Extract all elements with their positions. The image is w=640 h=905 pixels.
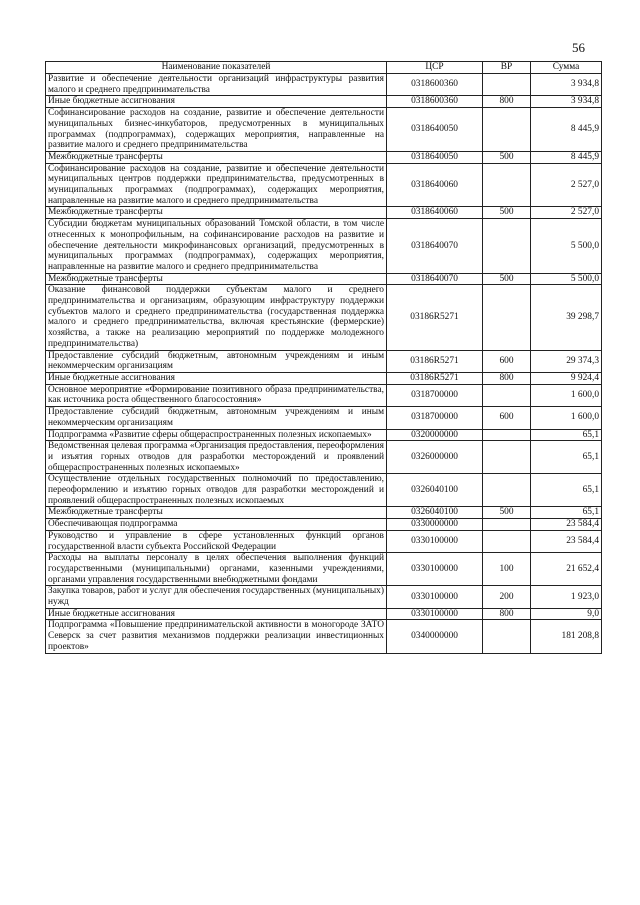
table-row [46,519,602,531]
row-csr: 0318700000 [387,384,483,406]
row-csr: 0318600360 [387,74,483,96]
row-csr: 0318640060 [387,163,483,207]
row-vr: 500 [483,151,531,163]
table-row [46,74,602,96]
row-sum: 5 500,0 [531,273,602,285]
row-csr: 0318640050 [387,108,483,152]
row-name: Осуществление отдельных государственных полномочий по предоставлению, переоформлению и изъятию горных отводов для разработки месторождений и проявлений общераспространенных полезных ископаемых [46,474,387,507]
table-row [46,207,602,219]
table-row [46,553,602,586]
table-row [46,608,602,620]
row-csr: 03186R5271 [387,350,483,372]
row-csr: 0326000000 [387,441,483,474]
row-sum: 3 934,8 [531,96,602,108]
table-row [46,285,602,350]
row-vr [483,530,531,552]
table-row [46,530,602,552]
row-vr: 800 [483,372,531,384]
row-sum: 1 923,0 [531,586,602,608]
row-sum: 181 208,8 [531,620,602,653]
header-name: Наименование показателей [46,62,387,74]
row-sum: 3 934,8 [531,74,602,96]
table-row [46,163,602,207]
row-name: Предоставление субсидий бюджетным, автономным учреждениям и иным некоммерческим организациям [46,407,387,429]
row-sum: 8 445,9 [531,108,602,152]
row-csr: 0330100000 [387,553,483,586]
header-sum: Сумма [531,62,602,74]
row-name: Иные бюджетные ассигнования [46,372,387,384]
row-csr: 0318700000 [387,407,483,429]
table-row [46,429,602,441]
row-name: Подпрограмма «Повышение предпринимательской активности в моногороде ЗАТО Северск за счет развития механизмов поддержки реализации инвестиционных проектов» [46,620,387,653]
row-csr: 0326040100 [387,507,483,519]
table-row [46,507,602,519]
row-name: Развитие и обеспечение деятельности организаций инфраструктуры развития малого и среднего предпринимательства [46,74,387,96]
row-name: Закупка товаров, работ и услуг для обеспечения государственных (муниципальных) нужд [46,586,387,608]
row-csr: 0318640070 [387,219,483,274]
row-sum: 1 600,0 [531,384,602,406]
row-sum: 2 527,0 [531,163,602,207]
row-csr: 03186R5271 [387,285,483,350]
row-name: Межбюджетные трансферты [46,151,387,163]
row-name: Обеспечивающая подпрограмма [46,519,387,531]
row-name: Основное мероприятие «Формирование позитивного образа предпринимательства, как источника роста общественного благосостояния» [46,384,387,406]
row-vr [483,429,531,441]
row-vr [483,620,531,653]
row-csr: 0318640050 [387,151,483,163]
row-name: Иные бюджетные ассигнования [46,608,387,620]
row-sum: 65,1 [531,474,602,507]
row-name: Межбюджетные трансферты [46,273,387,285]
row-vr [483,474,531,507]
table-row [46,384,602,406]
row-csr: 0330100000 [387,608,483,620]
row-vr: 200 [483,586,531,608]
row-vr [483,519,531,531]
row-csr: 0326040100 [387,474,483,507]
row-csr: 0318640060 [387,207,483,219]
row-name: Межбюджетные трансферты [46,507,387,519]
header-vr: ВР [483,62,531,74]
row-name: Руководство и управление в сфере установленных функций органов государственной власти субъекта Российской Федерации [46,530,387,552]
table-row [46,441,602,474]
table-row [46,372,602,384]
budget-table [45,61,602,654]
table-row [46,586,602,608]
row-name: Софинансирование расходов на создание, развитие и обеспечение деятельности муниципальных центров поддержки предпринимательства, предусмотренных в муниципальных программах (подпрограммах), содержащих мероприятия, направленные на развитие малого и среднего предпринимательства [46,163,387,207]
row-sum: 1 600,0 [531,407,602,429]
row-vr: 600 [483,350,531,372]
row-sum: 9,0 [531,608,602,620]
table-row [46,151,602,163]
row-sum: 9 924,4 [531,372,602,384]
row-csr: 0318640070 [387,273,483,285]
table-row [46,350,602,372]
row-vr [483,74,531,96]
row-vr: 500 [483,207,531,219]
row-sum: 65,1 [531,441,602,474]
table-row [46,273,602,285]
row-vr: 500 [483,507,531,519]
row-sum: 65,1 [531,429,602,441]
row-csr: 0320000000 [387,429,483,441]
row-name: Ведомственная целевая программа «Организация предоставления, переоформления и изъятия горных отводов для разработки месторождений и проявлений общераспространенных полезных ископаемых» [46,441,387,474]
row-name: Предоставление субсидий бюджетным, автономным учреждениям и иным некоммерческим организациям [46,350,387,372]
row-csr: 03186R5271 [387,372,483,384]
row-vr [483,441,531,474]
row-sum: 65,1 [531,507,602,519]
row-vr [483,384,531,406]
table-row [46,474,602,507]
row-csr: 0318600360 [387,96,483,108]
row-sum: 29 374,3 [531,350,602,372]
row-csr: 0330100000 [387,530,483,552]
row-csr: 0340000000 [387,620,483,653]
row-name: Подпрограмма «Развитие сферы общераспространенных полезных ископаемых» [46,429,387,441]
table-row [46,96,602,108]
row-name: Субсидии бюджетам муниципальных образований Томской области, в том числе отнесенных к монопрофильным, на софинансирование расходов на развитие и обеспечение деятельности микрофинансовых организаций, предусмотренных в муниципальных программах (подпрограммах), содержащих мероприятия, направленные на развитие малого и среднего предпринимательства [46,219,387,274]
row-sum: 23 584,4 [531,519,602,531]
table-row [46,108,602,152]
row-vr [483,163,531,207]
row-vr: 600 [483,407,531,429]
row-csr: 0330100000 [387,586,483,608]
table-row [46,620,602,653]
page-number: 56 [572,40,585,55]
row-vr [483,108,531,152]
row-sum: 8 445,9 [531,151,602,163]
row-sum: 39 298,7 [531,285,602,350]
row-vr [483,219,531,274]
row-sum: 2 527,0 [531,207,602,219]
row-sum: 23 584,4 [531,530,602,552]
row-name: Иные бюджетные ассигнования [46,96,387,108]
row-name: Софинансирование расходов на создание, развитие и обеспечение деятельности муниципальных бизнес-инкубаторов, предусмотренных в муниципальных программах (подпрограммах), содержащих мероприятия, направленные на развитие малого и среднего предпринимательства [46,108,387,152]
row-name: Оказание финансовой поддержки субъектам малого и среднего предпринимательства и организациям, образующим инфраструктуру поддержки субъектов малого и среднего предпринимательства (государственная поддержка малого и среднего предпринимательства, включая крестьянские (фермерские) хозяйства, а также на реализацию мероприятий по поддержке молодежного предпринимательства) [46,285,387,350]
row-vr: 800 [483,96,531,108]
table-row [46,407,602,429]
table-header-row [46,62,602,74]
row-name: Межбюджетные трансферты [46,207,387,219]
row-name: Расходы на выплаты персоналу в целях обеспечения выполнения функций государственными (муниципальными) органами, казенными учреждениями, органами управления государственными внебюджетными фондами [46,553,387,586]
header-csr: ЦСР [387,62,483,74]
row-vr: 500 [483,273,531,285]
row-sum: 5 500,0 [531,219,602,274]
row-vr: 800 [483,608,531,620]
row-sum: 21 652,4 [531,553,602,586]
table-row [46,219,602,274]
row-vr: 100 [483,553,531,586]
row-vr [483,285,531,350]
row-csr: 0330000000 [387,519,483,531]
